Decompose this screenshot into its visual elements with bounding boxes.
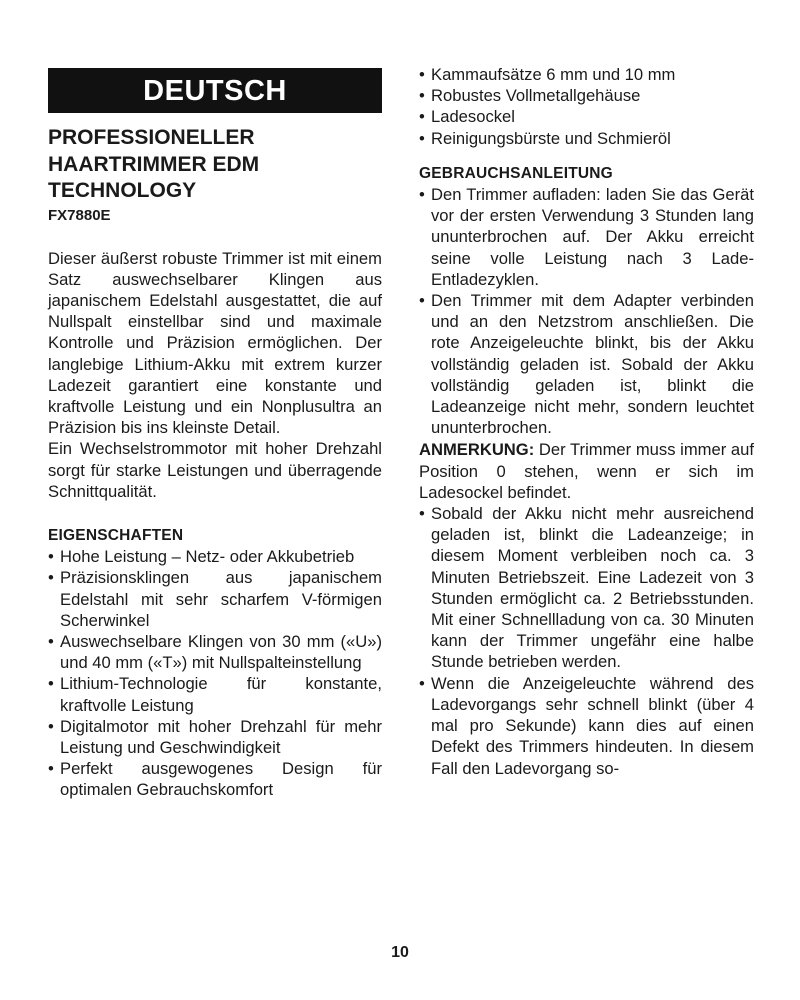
feature-item: • Robustes Vollmetallgehäuse	[419, 85, 754, 106]
model-number: FX7880E	[48, 206, 111, 224]
feature-item: • Ladesockel	[419, 106, 754, 127]
feature-item: • Lithium-Technologie für konstante, kraftvolle Leistung	[48, 673, 382, 715]
feature-item: • Perfekt ausgewogenes Design für optimalen Gebrauchskomfort	[48, 758, 382, 800]
feature-item: • Digitalmotor mit hoher Drehzahl für mehr Leistung und Geschwindigkeit	[48, 716, 382, 758]
right-column	[419, 64, 754, 779]
left-column	[48, 68, 382, 801]
intro-paragraph: Ein Wechselstrommotor mit hoher Drehzahl sorgt für starke Leistungen und überragende Schnittqualität.	[48, 439, 382, 501]
usage-item: • Sobald der Akku nicht mehr ausreichend geladen ist, blinkt die Ladeanzeige; in diesem Moment verbleiben noch ca. 3 Minuten Betriebszeit. Eine Ladezeit von 3 Stunden ermöglicht ca. 2 Betriebsstunden. Mit einer Schnellladung von ca. 30 Minuten kann der Trimmer ungefähr eine halbe Stunde betrieben werden.	[419, 503, 754, 673]
usage-item: • Wenn die Anzeigeleuchte während des Ladevorgangs sehr schnell blinkt (über 4 mal pro Sekunde) kann dies auf einen Defekt des Trimmers hindeuten. In diesem Fall den Ladevorgang so-	[419, 673, 754, 779]
usage-item: • Den Trimmer mit dem Adapter verbinden und an den Netzstrom anschließen. Die rote Anzeigeleuchte blinkt, bis der Akku vollständig geladen ist. Sobald der Akku vollständig geladen ist, blinkt die Ladeanzeige nicht mehr, sondern leuchtet ununterbrochen.	[419, 290, 754, 438]
feature-item: • Kammaufsätze 6 mm und 10 mm	[419, 64, 754, 85]
usage-list	[419, 184, 754, 438]
product-title-line: HAARTRIMMER EDM	[48, 152, 260, 176]
feature-item: • Auswechselbare Klingen von 30 mm («U») und 40 mm («T») mit Nullspalteinstellung	[48, 631, 382, 673]
usage-list-continued	[419, 503, 754, 779]
note-text: Der Trimmer muss immer auf Position 0 stehen, wenn er sich im Ladesockel befindet.	[419, 440, 754, 502]
features-list	[48, 546, 382, 800]
product-title-line: PROFESSIONELLER	[48, 126, 255, 149]
feature-item: • Präzisionsklingen aus japanischem Edelstahl mit sehr scharfem V-förmigen Scherwinkel	[48, 567, 382, 631]
language-banner: DEUTSCH	[48, 68, 382, 113]
features-list-continued	[419, 64, 754, 149]
feature-item: • Reinigungsbürste und Schmieröl	[419, 128, 754, 149]
intro-text	[48, 248, 382, 502]
feature-item: • Hohe Leistung – Netz- oder Akkubetrieb	[48, 546, 382, 567]
features-heading: EIGENSCHAFTEN	[48, 526, 184, 544]
usage-item: • Den Trimmer aufladen: laden Sie das Gerät vor der ersten Verwendung 3 Stunden lang ununterbrochen auf. Der Akku erreicht seine volle Leistung nach 3 Lade-Entladezyklen.	[419, 184, 754, 290]
page-number: 10	[391, 944, 409, 961]
intro-paragraph: Dieser äußerst robuste Trimmer ist mit einem Satz auswechselbarer Klingen aus japanischem Edelstahl ausgestattet, die auf Nullspalt einstellbar sind und maximale Kontrolle und Präzision ermöglichen. Der langlebige Lithium-Akku mit extrem kurzer Ladezeit garantiert eine konstante und kraftvolle Leistung und ein Nonplusultra an Präzision bis ins kleinste Detail.	[48, 248, 382, 438]
usage-heading: GEBRAUCHSANLEITUNG	[419, 164, 613, 182]
note-label: ANMERKUNG:	[419, 440, 535, 460]
product-title	[48, 125, 382, 205]
usage-note	[419, 439, 754, 503]
product-title-line: TECHNOLOGY	[48, 179, 197, 202]
